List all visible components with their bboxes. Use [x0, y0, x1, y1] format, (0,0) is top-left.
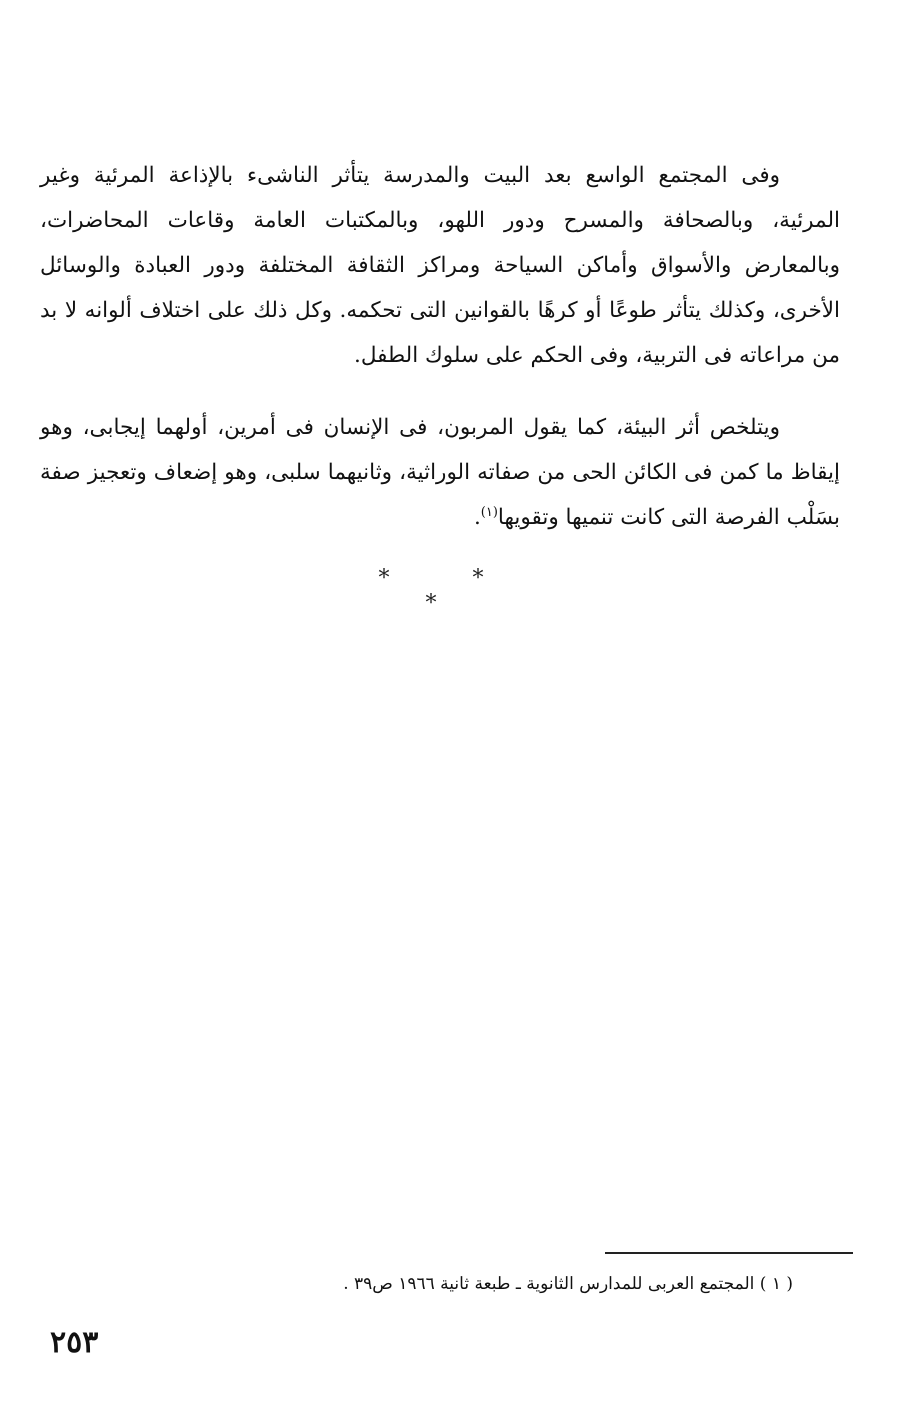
paragraph-society-influence: وفى المجتمع الواسع بعد البيت والمدرسة يتأثر الناشىء بالإذاعة المرئية وغير المرئية، وبالصحافة والمسرح ودور اللهو، وبالمكتبات العامة وقاعات المحاضرات، وبالمعارض والأسواق وأماكن السياحة ومراكز الثقافة المختلفة ودور العبادة والوسائل الأخرى، وكذلك يتأثر طوعًا أو كرهًا بالقوانين التى تحكمه. وكل ذلك على اختلاف ألوانه لا بد من مراعاته فى التربية، وفى الحكم على سلوك الطفل.	[40, 163, 840, 368]
page-number: ٢٥٣	[50, 1325, 99, 1360]
footnote-reference[interactable]: (١)	[480, 504, 498, 520]
footnote-divider	[605, 1252, 853, 1254]
paragraph-environment-effect	[40, 405, 840, 540]
section-separator: * * *	[378, 566, 522, 616]
paragraph-end-mark: .	[473, 505, 481, 530]
paragraph-environment-effect-text: ويتلخص أثر البيئة، كما يقول المربون، فى الإنسان فى أمرين، أولهما إيجابى، وهو إيقاظ ما كمن فى الكائن الحى من صفاته الوراثية، وثانيهما سلبى، وهو إضعاف وتعجيز صفة بسَلْب الفرصة التى كانت تنميها وتقويها	[40, 415, 840, 530]
footnote: ( ١ ) المجتمع العربى للمدارس الثانوية ـ طبعة ثانية ١٩٦٦ ص٣٩ .	[343, 1274, 793, 1294]
